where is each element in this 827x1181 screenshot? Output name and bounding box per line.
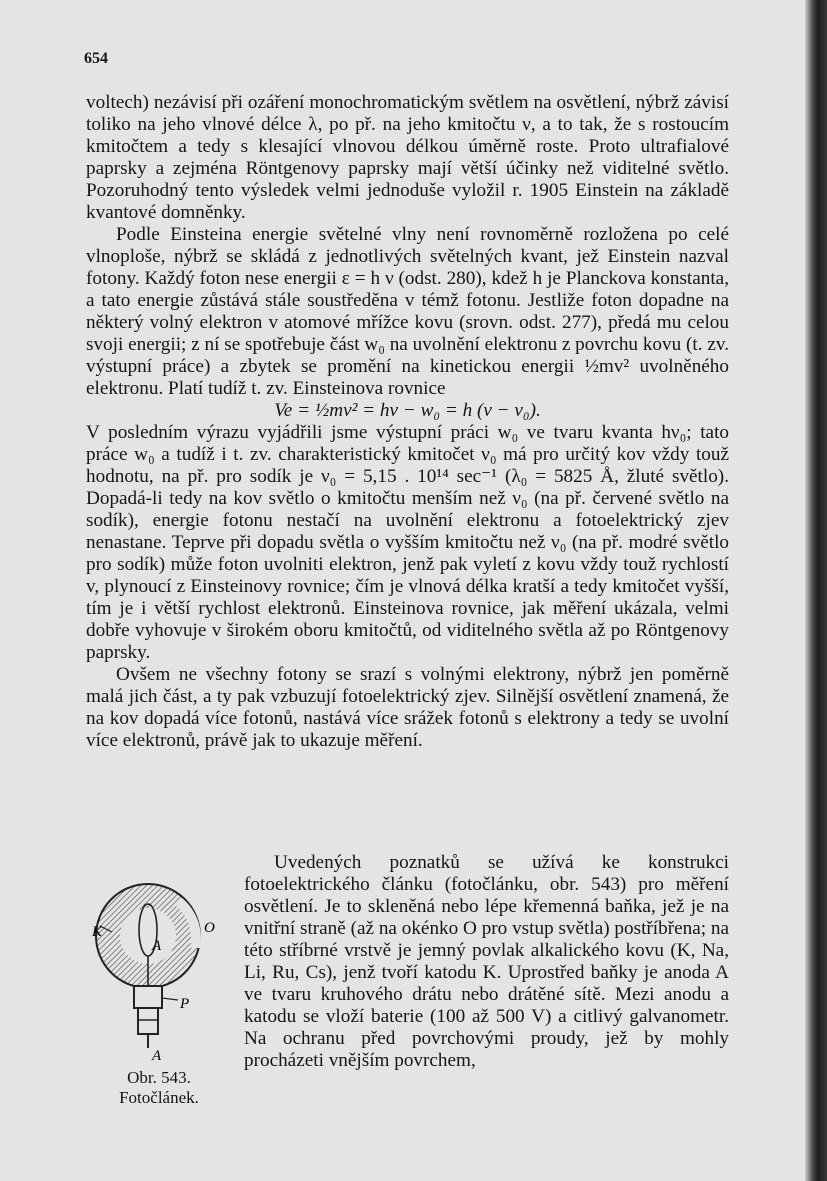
caption-line-2: Fotočlánek. — [119, 1088, 199, 1107]
figure-caption — [84, 1068, 234, 1108]
socket — [138, 1008, 158, 1034]
label-A-bottom: A — [152, 1048, 162, 1063]
side-text — [244, 852, 729, 1072]
paragraph-4: Ovšem ne všechny fotony se srazí s volnými elektrony, nýbrž jen poměrně malá jich část, a ty pak vzbuzují fotoelektrický zjev. Silnější osvětlení znamená, že na kov dopadá více fotonů, nastává více srážek fotonů s elektrony a tedy se uvolní více elektronů, právě jak to ukazuje měření. — [86, 664, 729, 751]
paragraph-2: Podle Einsteina energie světelné vlny není rovnoměrně rozložena po celé vlnoploše, nýbrž se skládá z jednotlivých světelných kvant, jež Einstein nazval fotony. Každý foton nese energii ε = h ν (odst. 280), kdež h je Planckova konstanta, a tato energie zůstává stále soustředěna v témž fotonu. Jestliže foton dopadne na některý volný elektron v atomové mřížce kovu (srovn. odst. 277), předá mu celou svoji energii; z ní se spotřebuje část w₀ na uvolnění elektronu z povrchu kovu (t. zv. výstupní práce) a zbytek se promění na kinetickou energii ½mv² uvolněného elektronu. Platí tudíž t. zv. Einsteinova rovnice — [86, 224, 729, 399]
einstein-equation: Ve = ½mv² = hν − w₀ = h (ν − ν₀). — [274, 400, 541, 421]
label-O: O — [204, 920, 215, 936]
photocell-drawing — [90, 868, 230, 1063]
paragraph-1: voltech) nezávisí při ozáření monochromatickým světlem na osvětlení, nýbrž závisí toliko na jeho vlnové délce λ, po př. na jeho kmitočtu ν, a to tak, že s rostoucím kmitočtem a tedy s klesající vlnovou délkou úměrně roste. Proto ultrafialové paprsky a zejména Röntgenovy paprsky mají větší účinky než viditelné světlo. Pozoruhodný tento výsledek velmi jednoduše vyložil r. 1905 Einstein na základě kvantové domněnky. — [86, 92, 729, 223]
page-number: 654 — [84, 50, 108, 67]
figure-543 — [84, 868, 234, 1128]
page-edge-shadow — [805, 0, 827, 1181]
side-paragraph: Uvedených poznatků se užívá ke konstrukci fotoelektrického článku (fotočlánku, obr. 543) pro měření osvětlení. Je to skleněná nebo lépe křemenná baňka, jež je na vnitřní straně (až na okénko O pro vstup světla) postříbřena; na této stříbrné vrstvě je jemný povlak alkalického kovu (K, Na, Li, Ru, Cs), jenž tvoří katodu K. Uprostřed baňky je anoda A ve tvaru kruhového drátu nebo drátěné sítě. Mezi anodu a katodu se vloží baterie (100 až 500 V) a citlivý galvanometr. Na ochranu před povrchovými proudy, jež by mohly procházeti vnějším povrchem, — [244, 852, 729, 1071]
paragraph-3: V posledním výrazu vyjádřili jsme výstupní práci w₀ ve tvaru kvanta hν₀; tato práce w₀ a tudíž i t. zv. charakteristický kmitočet ν₀ má pro určitý kov vždy touž hodnotu, na př. pro sodík je ν₀ = 5,15 . 10¹⁴ sec⁻¹ (λ₀ = 5825 Å, žluté světlo). Dopadá-li tedy na kov světlo o kmitočtu menším než ν₀ (na př. červené světlo na sodík), energie fotonu nestačí na uvolnění elektronu a fotoelektrický zjev nenastane. Teprve při dopadu světla o vyšším kmitočtu než ν₀ (na př. modré světlo pro sodík) může foton uvolniti elektron, jenž pak vyletí z kovu vždy touž rychlostí v, plynoucí z Einsteinovy rovnice; čím je vlnová délka kratší a tedy kmitočet vyšší, tím je i větší rychlost elektronů. Einsteinova rovnice, jak měření ukázala, velmi dobře vyhovuje v širokém oboru kmitočtů, od viditelného světla až po Röntgenovy paprsky. — [86, 422, 729, 663]
caption-line-1: Obr. 543. — [127, 1068, 191, 1087]
label-A: A — [152, 938, 162, 954]
label-K: K — [92, 924, 103, 940]
label-P: P — [180, 996, 190, 1012]
bulb-neck — [134, 986, 162, 1008]
main-text — [86, 92, 729, 752]
